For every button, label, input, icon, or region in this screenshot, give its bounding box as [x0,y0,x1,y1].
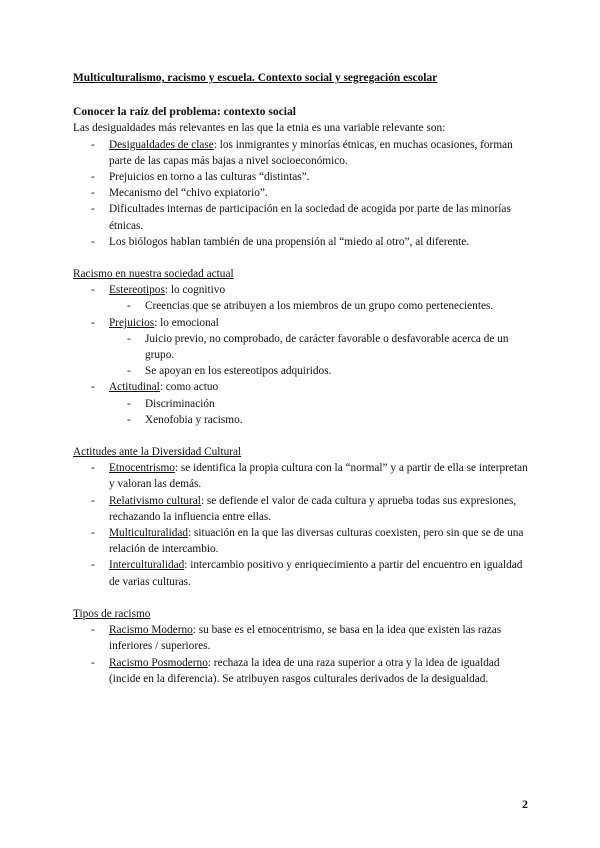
spacer [73,590,533,606]
dash-bullet: - [127,413,131,426]
sub-list-item [73,298,533,314]
list-item-term: Relativismo cultural [109,494,201,507]
dash-bullet: - [91,381,95,394]
dash-bullet: - [91,187,95,200]
sub-list-item-text: Xenofobia y racismo. [145,413,243,426]
sub-list-item-text: Discriminación [145,397,215,410]
list-item-term: Racismo Posmoderno [109,656,208,669]
list-item-text: : se defiende el valor de cada cultura y aprueba todas sus expresiones, rechazando la influencia entre ellas. [109,494,517,523]
sub-list [109,331,533,380]
dash-bullet: - [127,365,131,378]
sub-list [109,298,533,314]
racismo-list [73,282,533,428]
list-item [73,282,533,314]
section-heading-tipos-racismo: Tipos de racismo [73,607,151,620]
list-item-text: : situación en la que las diversas culturas coexisten, pero sin que se de una relación de intercambio. [109,527,524,556]
page-number: 2 [522,797,528,811]
dash-bullet: - [91,235,95,248]
list-item-text: Mecanismo del “chivo expiatorio”. [109,187,268,200]
actitudes-list [73,460,533,590]
list-item [73,169,533,185]
list-item-text: : intercambio positivo y enriquecimiento a partir del encuentro en igualdad de varias culturas. [109,559,523,588]
list-item [73,315,533,380]
list-item-term: Etnocentrismo [109,462,175,475]
list-item-term: Prejuicios [109,316,155,329]
dash-bullet: - [91,284,95,297]
list-item [73,201,533,233]
sub-list-item [73,412,533,428]
list-item [73,493,533,525]
list-item [73,622,533,654]
list-item-term: Racismo Moderno [109,624,193,637]
list-item [73,379,533,428]
dash-bullet: - [91,171,95,184]
section-heading-contexto-social: Conocer la raíz del problema: contexto social [73,105,297,119]
dash-bullet: - [91,559,95,572]
list-item [73,655,533,687]
list-item-term: Actitudinal [109,381,160,394]
dash-bullet: - [91,316,95,329]
list-item [73,137,533,169]
list-item-text: : su base es el etnocentrismo, se basa en la idea que existen las razas inferiores / superiores. [109,624,502,653]
list-item-text: : rechaza la idea de una raza superior a otra y la idea de igualdad (incide en la diferencia). Se atribuyen rasgos culturales derivados de la desigualdad. [109,656,500,685]
spacer [73,428,533,444]
dash-bullet: - [127,397,131,410]
sub-list-item-text: Juicio previo, no comprobado, de carácter favorable o desfavorable acerca de un grupo. [145,332,509,362]
list-item [73,557,533,589]
document-page [73,70,533,687]
list-item-text: Dificultades internas de participación en la sociedad de acogida por parte de las minorías étnicas. [109,203,511,232]
spacer [73,250,533,266]
list-item-text: Los biólogos hablan también de una propensión al “miedo al otro”, al diferente. [109,235,470,248]
list-item [73,234,533,250]
dash-bullet: - [91,203,95,216]
list-item-term: Desigualdades de clase [109,138,214,151]
dash-bullet: - [91,138,95,151]
sub-list-item [73,363,533,379]
list-item-term: Multiculturalidad [109,527,189,540]
dash-bullet: - [127,300,131,313]
list-item-text: : se identifica la propia cultura con la “normal” y a partir de ella se interpretan y valoran las demás. [109,462,528,491]
list-item-term: Estereotipos [109,284,165,297]
sub-list [109,396,533,428]
document-title: Multiculturalismo, racismo y escuela. Contexto social y segregación escolar [73,72,438,84]
section-intro: Las desigualdades más relevantes en las que la etnia es una variable relevante son: [73,122,446,135]
sub-list-item [73,396,533,412]
tipos-racismo-list [73,622,533,687]
list-item-text: : como actuo [159,381,219,394]
dash-bullet: - [91,656,95,669]
dash-bullet: - [127,332,131,345]
list-item-text: : lo emocional [154,316,219,329]
list-item-text: : lo cognitivo [164,284,226,297]
desigualdades-list [73,137,533,250]
list-item [73,460,533,492]
sub-list-item [73,331,533,363]
list-item-text: : los inmigrantes y minorías étnicas, en muchas ocasiones, forman parte de las capas más bajas a nivel socioeconómico. [109,138,513,167]
list-item-text: Prejuicios en torno a las culturas “distintas”. [109,171,310,184]
section-heading-actitudes: Actitudes ante la Diversidad Cultural [73,446,242,459]
sub-list-item-text: Se apoyan en los estereotipos adquiridos. [145,365,332,378]
dash-bullet: - [91,527,95,540]
list-item [73,185,533,201]
section-heading-racismo-actual: Racismo en nuestra sociedad actual [73,268,234,281]
dash-bullet: - [91,462,95,475]
list-item-term: Interculturalidad [109,559,185,572]
dash-bullet: - [91,494,95,507]
list-item [73,525,533,557]
sub-list-item-text: Creencias que se atribuyen a los miembros de un grupo como pertenecientes. [145,300,494,313]
dash-bullet: - [91,624,95,637]
